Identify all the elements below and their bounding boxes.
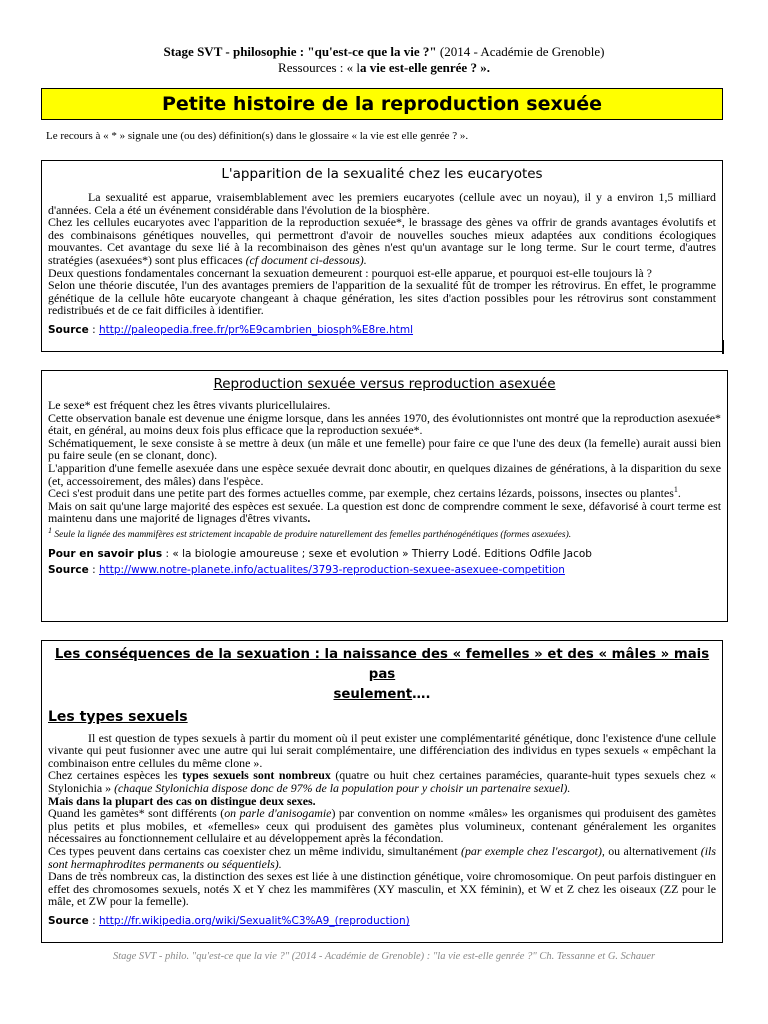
source-label: Source xyxy=(48,563,89,576)
paragraph: Cette observation banale est devenue une énigme lorsque, dans les années 1970, des évolutionnistes ont montré que la reproduction asexuée* était, en général, au moins deux fois plus efficace que la reproduction sexuée*. xyxy=(48,410,721,438)
paragraph: Le sexe* est fréquent chez les êtres vivants pluricellulaires. xyxy=(48,398,331,412)
paragraph-text: ou alternativement xyxy=(604,843,701,858)
further-reading-text: : « la biologie amoureuse ; sexe et evolution » Thierry Lodé. Editions Odfile Jacob xyxy=(162,547,592,560)
paragraph xyxy=(48,216,716,266)
header-institution: (2014 - Académie de Grenoble) xyxy=(436,44,605,59)
section-title-line2-end: …. xyxy=(412,687,431,702)
source-link[interactable]: http://paleopedia.free.fr/pr%E9cambrien_biosph%E8re.html xyxy=(99,323,414,336)
paragraph-text: Chez certaines espèces les xyxy=(48,768,183,783)
paragraph xyxy=(48,807,716,845)
glossary-note: Le recours à « * » signale une (ou des) définition(s) dans le glossaire « la vie est elle genrée ? ». xyxy=(46,130,469,142)
paragraph xyxy=(48,769,716,794)
page-title: Petite histoire de la reproduction sexuée xyxy=(41,88,723,120)
source-line xyxy=(48,914,716,928)
paragraph-italic: (ils sont hermaphrodites permanents ou séquentiels). xyxy=(48,843,716,871)
header-resources-title: a vie est-elle genrée ? ». xyxy=(360,60,490,75)
paragraph-text: ) par convention on nomme «mâles» les organismes qui produisent des gamètes plus petits et plus mobiles, et «femelles» ceux qui produisent des gamètes plus volumineux, contenant généralement les organites nécessaires au fonctionnement cellulaire et au développement après la fécondation. xyxy=(48,806,716,846)
document-header-line2 xyxy=(0,60,768,76)
footnote-text: Seule la lignée des mammifères est strictement incapable de produire naturellement des femelles parthénogénétiques (formes asexuées). xyxy=(52,529,572,540)
source-sep: : xyxy=(88,914,99,927)
source-link[interactable]: http://fr.wikipedia.org/wiki/Sexualit%C3%A9_(reproduction) xyxy=(99,914,410,927)
paragraph xyxy=(48,500,721,525)
source-line xyxy=(48,323,716,337)
paragraph-italic: (par exemple chez l'escargot), xyxy=(461,843,605,858)
section-title-text: Reproduction sexuée versus reproduction asexuée xyxy=(213,376,556,392)
paragraph-italic: (cf document ci-dessous). xyxy=(245,252,367,267)
section-title-line1: Les conséquences de la sexuation : la naissance des « femelles » et des « mâles » mais pas xyxy=(54,647,710,682)
paragraph-text: Chez les cellules eucaryotes avec l'apparition de la reproduction sexuée*, le brassage des gènes va offrir de grands avantages évolutifs et des combinaisons génétiques nouvelles, qui permettront d'avoir de nouvelles souches mieux adaptées aux conditions écologiques mouvantes. Cet avantage du sexe lié à la recombinaison des gènes n'est qu'un avantage sur le long terme. Sur le court terme, d'autres stratégies (asexuées*) sont plus efficaces xyxy=(48,215,716,267)
section-sexuee-asexuee xyxy=(41,370,728,622)
section-consequences xyxy=(41,640,723,943)
source-sep: : xyxy=(88,323,99,336)
source-line xyxy=(48,563,721,577)
section-title xyxy=(48,375,721,393)
section-title-line2 xyxy=(48,685,716,705)
paragraph xyxy=(48,845,716,870)
paragraph-text: Quand les gamètes* sont différents ( xyxy=(48,806,225,821)
header-bold-title: Stage SVT - philosophie : "qu'est-ce que la vie ?" xyxy=(163,44,437,59)
footnote xyxy=(48,525,721,542)
section-title-line2-text: seulement xyxy=(333,687,413,702)
source-link[interactable]: http://www.notre-planete.info/actualites/3793-reproduction-sexuee-asexuee-competition xyxy=(99,563,565,576)
paragraph-text: Ces types peuvent dans certains cas coexister chez un même individu, simultanément xyxy=(48,843,461,858)
page-footer: Stage SVT - philo. "qu'est-ce que la vie ?" (2014 - Académie de Grenoble) : "la vie est-elle genrée ?" Ch. Tessanne et G. Schauer xyxy=(112,951,656,962)
section-title xyxy=(48,645,716,705)
paragraph-end: . xyxy=(677,486,681,501)
further-reading xyxy=(48,547,721,561)
paragraph-end: . xyxy=(307,511,311,526)
footnote-ref: 1 xyxy=(673,485,678,495)
paragraph-text: Ceci s'est produit dans une petite part des formes actuelles comme, par exemple, chez certains lézards, poissons, insectes ou plantes xyxy=(48,486,674,501)
source-label: Source xyxy=(48,323,89,336)
paragraph: Il est question de types sexuels à partir du moment où il peut exister une complémentarité génétique, donc l'existence d'une cellule vivante qui peut fusionner avec une autre qui lui serait complémentaire, une différenciation des individus en types sexuels « empêchant la combinaison entre cellules du même clone ». xyxy=(48,730,716,770)
paragraph-bold: types sexuels sont nombreux xyxy=(182,768,331,783)
paragraph: Dans de très nombreux cas, la distinction des sexes est liée à une distinction génétique, voire chromosomique. On peut parfois distinguer en effet des chromosomes sexuels, notés X et Y chez les mammifères (XY masculin, et XX féminin), et W et Z chez les oiseaux (ZZ pour le mâle, et ZW pour la femelle). xyxy=(48,869,716,909)
paragraph: La sexualité est apparue, vraisemblablement avec les premiers eucaryotes (cellule avec un noyau), il y a environ 1,5 milliard d'années. Cela a été un événement considérable dans l'évolution de la biosphère. xyxy=(48,190,716,217)
header-resources-label: Ressources : « l xyxy=(278,60,360,75)
paragraph-italic: on parle d'anisogamie xyxy=(224,806,332,821)
section-eucaryotes xyxy=(41,160,723,352)
paragraph: Selon une théorie discutée, l'un des avantages premiers de l'apparition de la sexualité fût de tromper les rétrovirus. En effet, le programme génétique de la cellule hôte eucaryote changeant à chaque génération, les sites d'action possibles pour les rétrovirus sont constamment redistribués et de ce fait difficiles à identifier. xyxy=(48,278,716,318)
paragraph-text: (quatre ou huit chez certaines paramécies, quarante-huit types sexuels chez « Stylonichia » xyxy=(48,768,716,795)
section-title: L'apparition de la sexualité chez les eucaryotes xyxy=(221,166,543,182)
paragraph: Deux questions fondamentales concernant la sexuation demeurent : pourquoi est-elle apparue, et pourquoi est-elle toujours là ? xyxy=(48,265,652,280)
paragraph-bold: Mais dans la plupart des cas on distingue deux sexes. xyxy=(48,793,316,808)
paragraph-text: Mais on sait qu'une large majorité des espèces est sexuée. La question est donc de comprendre comment le sexe, défavorisé à court terme est maintenu dans une majorité de lignages d'êtres vivants xyxy=(48,498,721,526)
paragraph: L'apparition d'une femelle asexuée dans une espèce sexuée devrait donc aboutir, en quelques dizaines de générations, à la disparition du sexe (et, accessoirement, des mâles) dans l'espèce. xyxy=(48,460,721,488)
paragraph-italic: (chaque Stylonichia dispose donc de 97% de la population pour y choisir un partenaire sexuel). xyxy=(114,780,571,795)
source-label: Source xyxy=(48,914,89,927)
paragraph: Schématiquement, le sexe consiste à se mettre à deux (un mâle et une femelle) pour faire ce que l'une des deux (la femelle) aurait aussi bien pu faire seule (en se clonant, donc). xyxy=(48,435,721,463)
source-sep: : xyxy=(88,563,99,576)
sub-title: Les types sexuels xyxy=(48,709,188,725)
further-reading-label: Pour en savoir plus xyxy=(48,547,163,560)
page-edge-mark xyxy=(722,340,724,354)
document-header-line1 xyxy=(0,44,768,60)
footnote-number: 1 xyxy=(48,525,52,535)
